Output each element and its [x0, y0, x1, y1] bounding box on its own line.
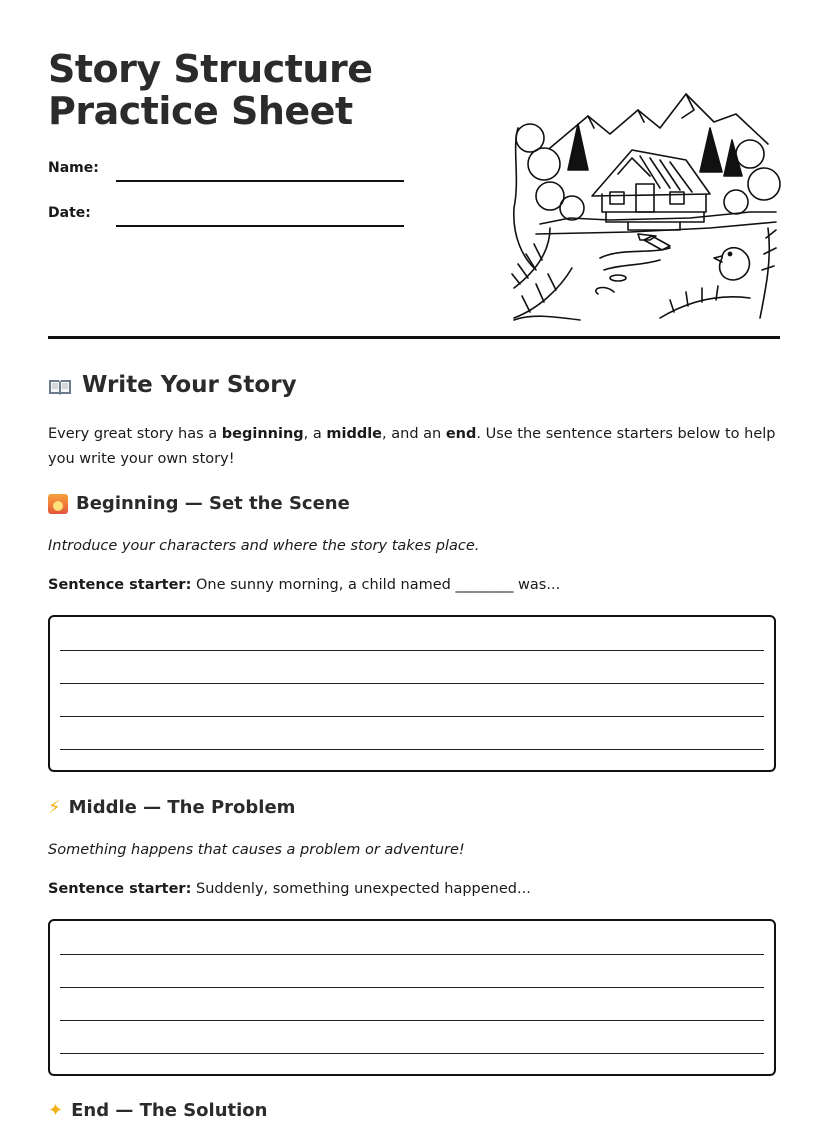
- middle-heading: ⚡ Middle — The Problem: [48, 796, 296, 818]
- sunrise-icon: [48, 494, 68, 514]
- writing-line: [60, 1053, 764, 1054]
- beginning-heading: Beginning — Set the Scene: [48, 493, 350, 514]
- beginning-starter: Sentence starter: One sunny morning, a child named ________ was...: [48, 577, 561, 593]
- end-heading: ✦ End — The Solution: [48, 1099, 268, 1121]
- lightning-icon: ⚡: [48, 796, 61, 818]
- header-divider: [48, 336, 780, 339]
- middle-writing-box[interactable]: [48, 919, 776, 1076]
- writing-line: [60, 716, 764, 717]
- date-line[interactable]: [116, 225, 404, 227]
- middle-starter: Sentence starter: Suddenly, something unexpected happened...: [48, 881, 531, 897]
- writing-line: [60, 1020, 764, 1021]
- section-intro: Every great story has a beginning, a middle, and an end. Use the sentence starters below to help you write your own story!: [48, 426, 776, 467]
- beginning-description: Introduce your characters and where the story takes place.: [48, 538, 480, 554]
- date-label: Date:: [48, 205, 91, 221]
- cabin-landscape-illustration: [510, 88, 782, 322]
- writing-line: [60, 749, 764, 750]
- star-icon: ✦: [48, 1099, 64, 1121]
- beginning-writing-box[interactable]: [48, 615, 776, 772]
- writing-line: [60, 987, 764, 988]
- page-title: Story Structure Practice Sheet: [48, 47, 373, 133]
- date-field[interactable]: [48, 205, 408, 229]
- name-field[interactable]: [48, 160, 408, 184]
- middle-description: Something happens that causes a problem or adventure!: [48, 842, 465, 858]
- writing-line: [60, 683, 764, 684]
- section-heading: [48, 372, 297, 398]
- name-label: Name:: [48, 160, 99, 176]
- open-book-icon: [48, 376, 72, 394]
- writing-line: [60, 954, 764, 955]
- name-line[interactable]: [116, 180, 404, 182]
- writing-line: [60, 650, 764, 651]
- section-title: Write Your Story: [82, 372, 297, 398]
